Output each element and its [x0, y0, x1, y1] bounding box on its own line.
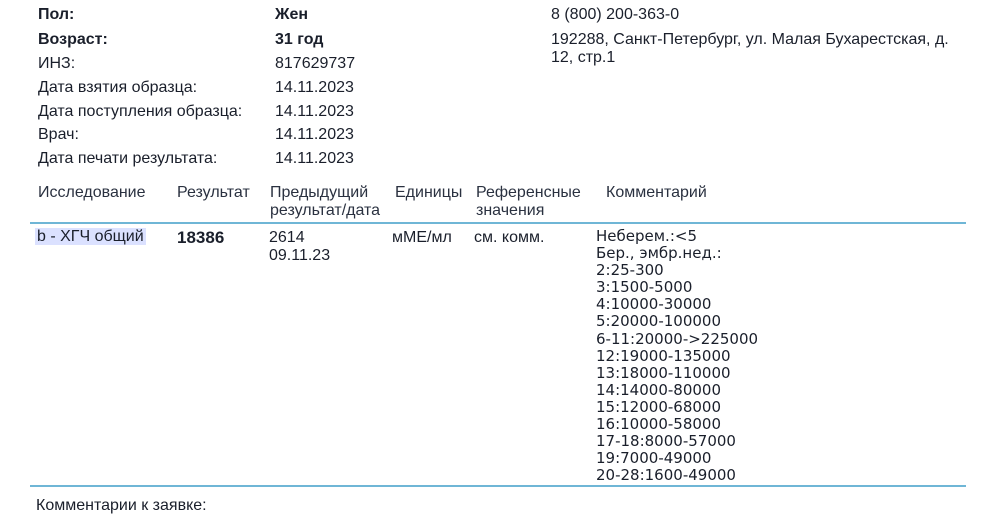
- test-name-cell[interactable]: [35, 228, 146, 246]
- header-reference-line1: Референсные: [476, 184, 581, 201]
- comment-line: 5:20000-100000: [596, 312, 721, 331]
- row-divider: [30, 485, 966, 487]
- sample-received-value: 14.11.2023: [275, 103, 354, 120]
- comment-line: 20-28:1600-49000: [596, 466, 736, 485]
- doctor-value: 14.11.2023: [275, 126, 354, 143]
- header-comment: Комментарий: [606, 184, 707, 201]
- comment-line: 6-11:20000->225000: [596, 329, 759, 348]
- inz-label: ИНЗ:: [38, 55, 76, 72]
- sample-received-label: Дата поступления образца:: [38, 103, 243, 120]
- header-units: Единицы: [395, 184, 463, 201]
- header-reference-line2: значения: [476, 202, 545, 219]
- header-previous-line1: Предыдущий: [270, 184, 369, 201]
- comment-line: 2:25-300: [596, 261, 664, 280]
- reference-value: см. комм.: [474, 229, 545, 246]
- comment-line: 14:14000-80000: [596, 380, 721, 399]
- header-divider: [30, 222, 966, 224]
- lab-address-line2: 12, стр.1: [551, 49, 616, 66]
- age-value: 31 год: [275, 31, 324, 48]
- sample-taken-value: 14.11.2023: [275, 79, 354, 96]
- test-name[interactable]: b - ХГЧ общий: [37, 228, 144, 245]
- comment-line: 15:12000-68000: [596, 397, 721, 416]
- comment-line: 16:10000-58000: [596, 415, 721, 434]
- order-comments-label: Комментарии к заявке:: [36, 497, 207, 514]
- header-result: Результат: [177, 184, 250, 201]
- doctor-label: Врач:: [38, 126, 79, 143]
- reference-comment-list: [596, 228, 758, 484]
- inz-value: 817629737: [275, 55, 356, 72]
- header-previous-line2: результат/дата: [270, 202, 381, 219]
- comment-line: 4:10000-30000: [596, 295, 712, 314]
- header-previous: [270, 184, 380, 220]
- header-test: Исследование: [38, 184, 146, 201]
- previous-date: 09.11.23: [269, 247, 331, 264]
- age-label: Возраст:: [38, 31, 108, 48]
- comment-line: 13:18000-110000: [596, 363, 731, 382]
- comment-line: 3:1500-5000: [596, 278, 693, 297]
- print-date-label: Дата печати результата:: [38, 150, 218, 167]
- sample-taken-label: Дата взятия образца:: [38, 79, 198, 96]
- print-date-value: 14.11.2023: [275, 150, 354, 167]
- comment-line: Бер., эмбр.нед.:: [596, 244, 722, 263]
- previous-value: 2614: [269, 229, 305, 246]
- header-reference: [476, 184, 581, 220]
- lab-address-line1: 192288, Санкт-Петербург, ул. Малая Бухарестская, д.: [551, 31, 949, 48]
- comment-line: Неберем.:<5: [596, 227, 697, 245]
- sex-label: Пол:: [38, 6, 75, 23]
- sex-value: Жен: [275, 6, 309, 23]
- lab-phone: 8 (800) 200-363-0: [551, 6, 680, 23]
- units-value: мМЕ/мл: [392, 229, 452, 246]
- comment-line: 19:7000-49000: [596, 449, 712, 468]
- comment-line: 12:19000-135000: [596, 346, 731, 365]
- comment-line: 17-18:8000-57000: [596, 432, 736, 451]
- result-value: 18386: [177, 228, 225, 247]
